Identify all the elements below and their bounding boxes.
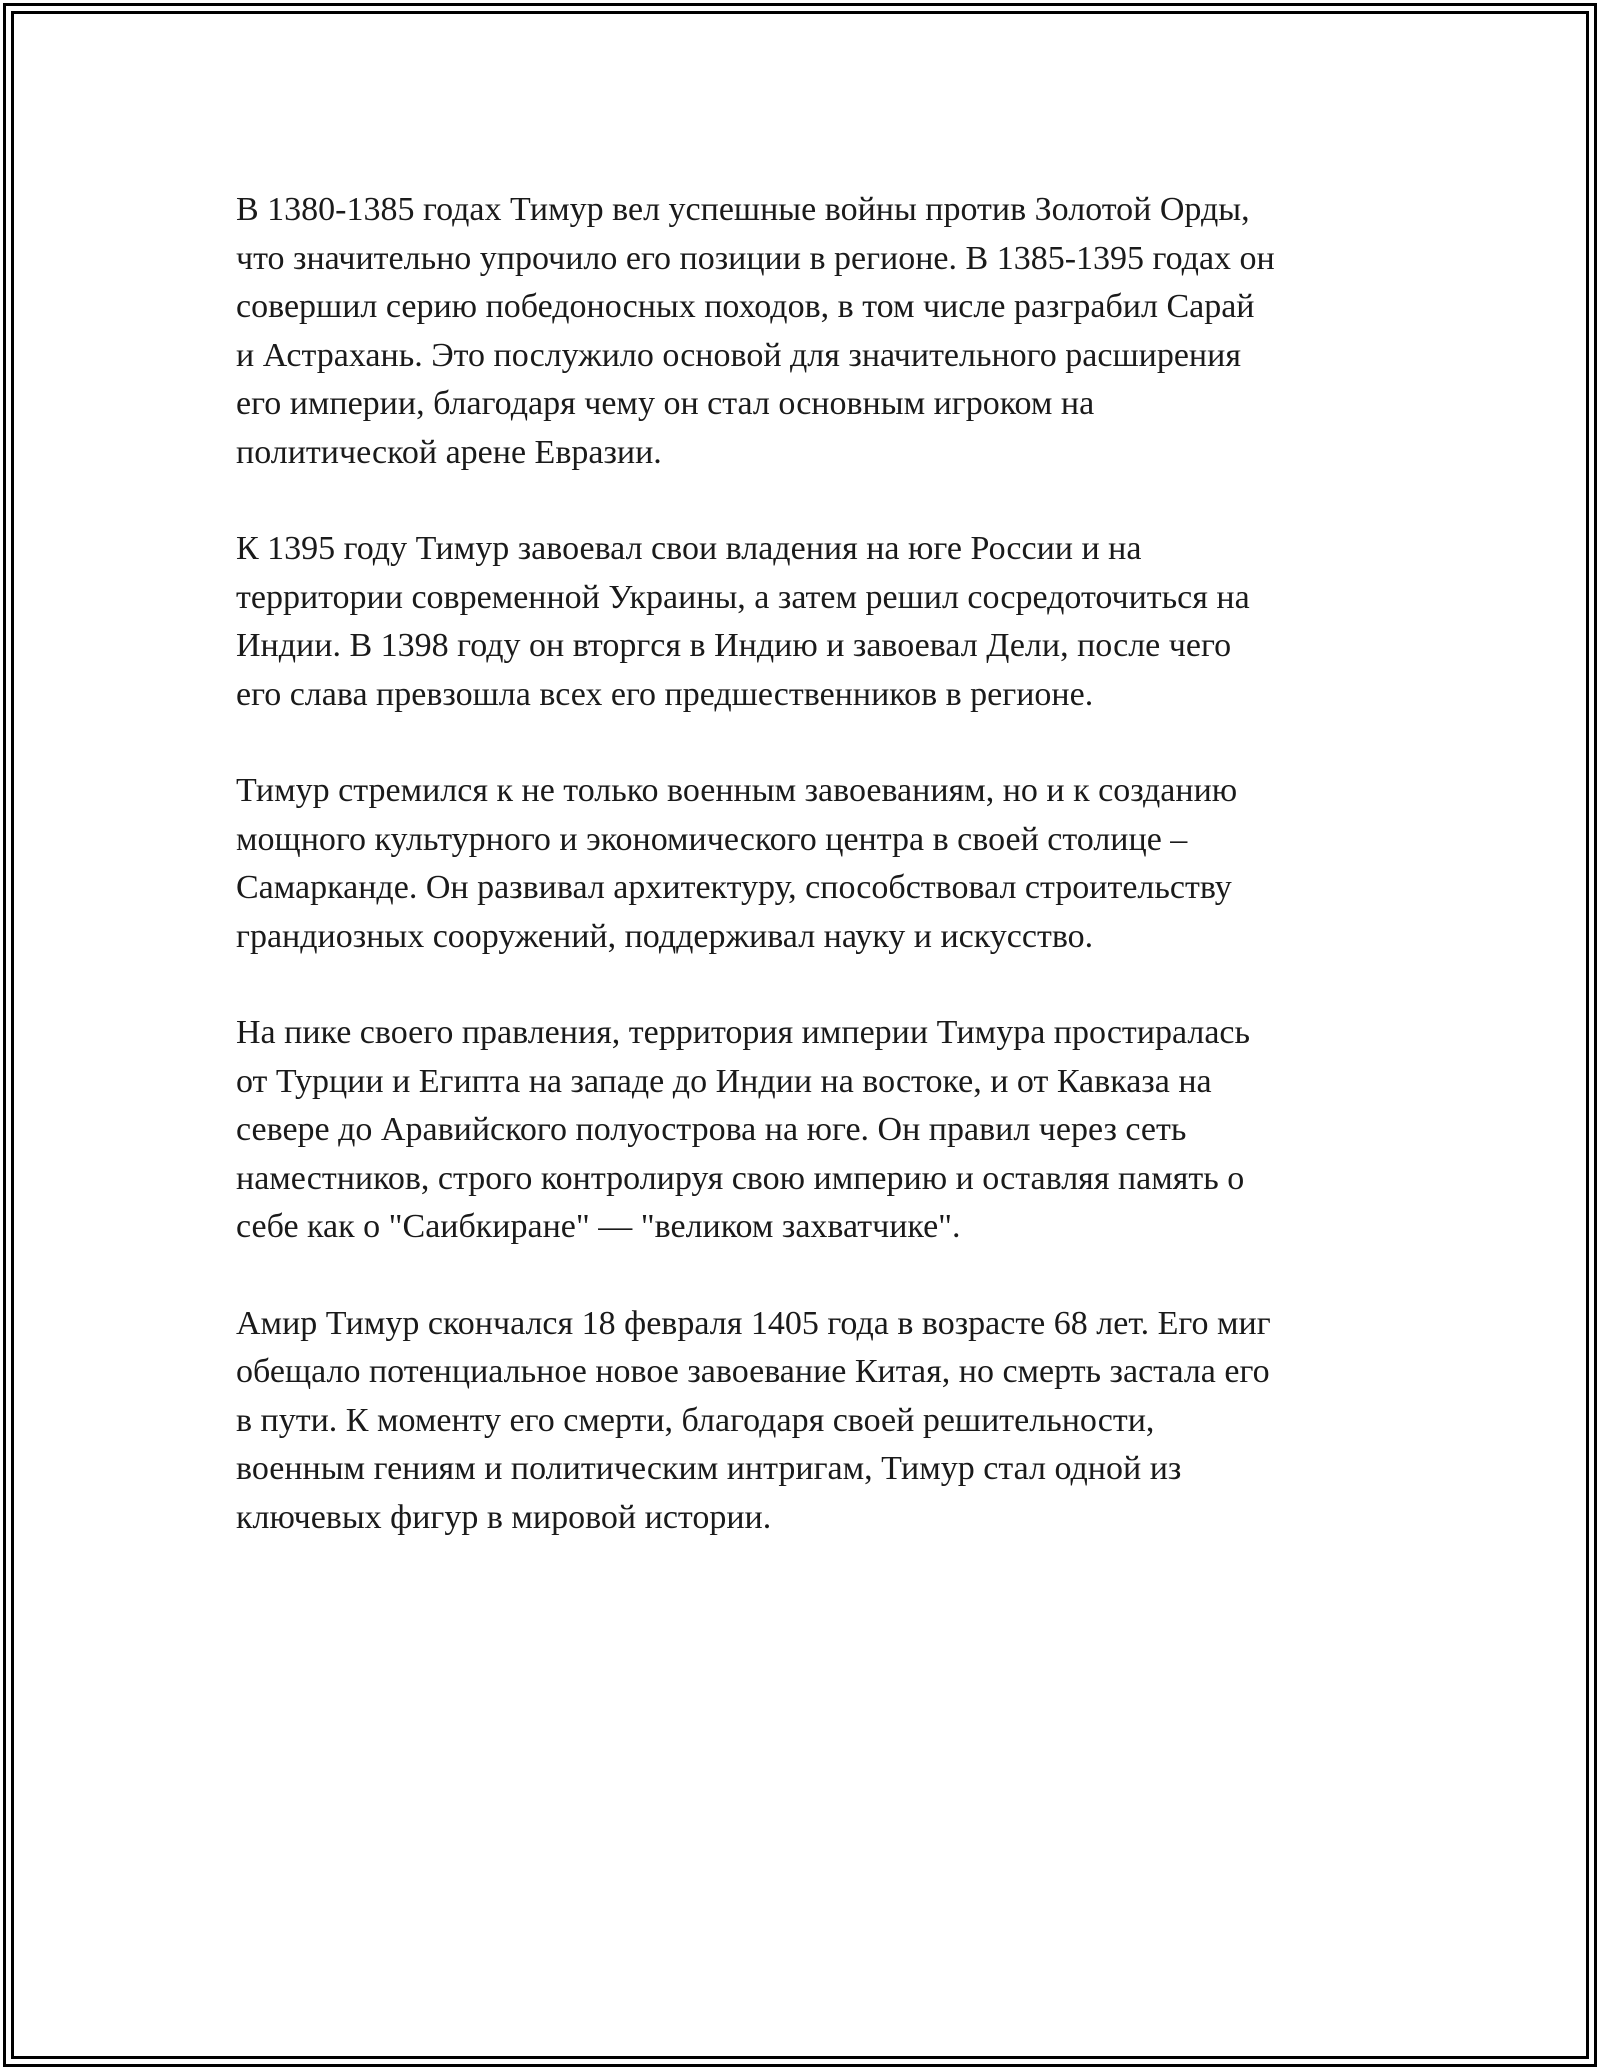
paragraph-5: Амир Тимур скончался 18 февраля 1405 года в возрасте 68 лет. Его миг обещало потенциальное новое завоевание Китая, но смерть застала его в пути. К моменту его смерти, благодаря своей решительности, военным гениям и политическим интригам, Тимур стал одной из ключевых фигур в мировой истории. — [236, 1304, 1271, 1536]
paragraph-1: В 1380-1385 годах Тимур вел успешные войны против Золотой Орды, что значительно упрочило его позиции в регионе. В 1385-1395 годах он совершил серию победоносных походов, в том числе разграбил Сарай и Астрахань. Это послужило основой для значительного расширения его империи, благодаря чему он стал основным игроком на политической арене Евразии. — [236, 191, 1275, 471]
paragraph-4: На пике своего правления, территория империи Тимура простиралась от Турции и Египта на западе до Индии на востоке, и от Кавказа на севере до Аравийского полуострова на юге. Он правил через сеть наместников, строго контролируя свою империю и оставляя память о себе как о "Саибкиране" — "великом захватчике". — [236, 1014, 1251, 1245]
paragraph-2: К 1395 году Тимур завоевал свои владения на юге России и на территории современной Украины, а затем решил сосредоточиться на Индии. В 1398 году он вторгся в Индию и завоевал Дели, после чего его слава превзошла всех его предшественников в регионе. — [236, 530, 1250, 713]
document-body — [236, 186, 1366, 1590]
paragraph-3: Тимур стремился к не только военным завоеваниям, но и к созданию мощного культурного и экономического центра в своей столице – Самарканде. Он развивал архитектуру, способствовал строительству грандиозных сооружений, поддерживал науку и искусство. — [236, 772, 1238, 955]
